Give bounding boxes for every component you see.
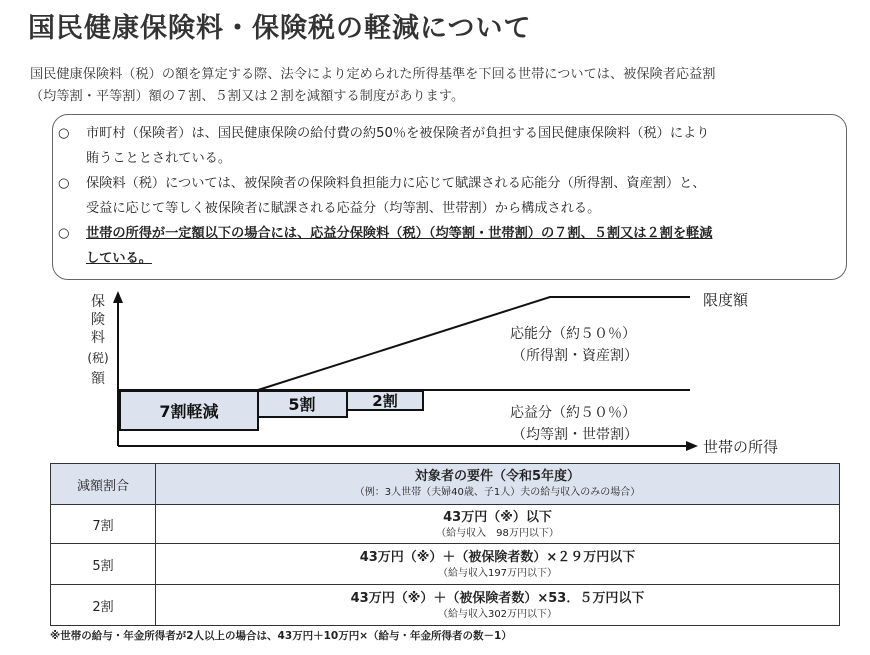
header-requirement-sub: （例：3人世帯（夫婦40歳、子1人）夫の給与収入のみの場合） [354, 487, 641, 498]
limit-line [258, 297, 690, 390]
y-axis-label-3: 料 [91, 330, 105, 346]
row-main: 43万円（※）＋（被保険者数）×53．５万円以下 [350, 590, 645, 606]
bullet-1-line-2: 賄うこととされている。 [86, 151, 232, 166]
ono-label: 応能分（約５０％） [510, 326, 636, 342]
bullet-3-line-1: 世帯の所得が一定額以下の場合には、応益分保険料（税）（均等割・世帯割）の７割、５割又は２割を軽減 [86, 226, 713, 241]
reduction-table [50, 463, 840, 626]
row-rate: 5割 [51, 544, 156, 585]
table-row [51, 505, 840, 544]
box-2wari-label: 2割 [372, 392, 398, 410]
box-7wari-label: 7割軽減 [159, 402, 219, 421]
row-requirement [156, 585, 840, 626]
bullet-mark: ○ [58, 176, 70, 191]
header-requirement-main: 対象者の要件（令和5年度） [414, 469, 581, 484]
row-sub: （給与収入197万円以下） [437, 567, 558, 579]
y-axis-label-4: (税) [87, 351, 109, 365]
row-rate: 7割 [51, 505, 156, 544]
bullet-mark: ○ [58, 226, 70, 241]
intro-line-2: （均等割・平等割）額の７割、５割又は２割を減額する制度があります。 [30, 89, 465, 104]
table-row [51, 544, 840, 585]
row-sub: （給与収入302万円以下） [437, 608, 558, 620]
x-axis-label: 世帯の所得 [703, 438, 779, 456]
table-row [51, 585, 840, 626]
bullet-2-line-1: 保険料（税）については、被保険者の保険料負担能力に応じて賦課される応能分（所得割、資産割）と、 [86, 176, 706, 191]
oeki-label: 応益分（約５０％） [510, 405, 636, 421]
table-header-row [51, 464, 840, 505]
bullet-3-line-2: している。 [86, 251, 152, 266]
header-rate: 減額割合 [51, 464, 156, 505]
bullet-2-line-2: 受益に応じて等しく被保険者に賦課される応益分（均等割、世帯割）から構成される。 [86, 201, 601, 216]
y-axis-arrow [113, 291, 123, 303]
row-rate: 2割 [51, 585, 156, 626]
bullet-1-line-1: 市町村（保険者）は、国民健康保険の給付費の約50％を被保険者が負担する国民健康保険料（税）により [86, 126, 710, 141]
row-sub: （給与収入 98万円以下） [436, 527, 559, 539]
row-main: 43万円（※）＋（被保険者数）×２９万円以下 [359, 549, 636, 565]
oeki-sub: （均等割・世帯割） [512, 427, 638, 443]
page-title: 国民健康保険料・保険税の軽減について [28, 13, 532, 44]
y-axis-label-5: 額 [91, 371, 105, 387]
x-axis-arrow [686, 441, 698, 451]
row-requirement [156, 544, 840, 585]
ono-sub: （所得割・資産割） [512, 348, 638, 364]
footnote: ※世帯の給与・年金所得者が2人以上の場合は、43万円＋10万円×（給与・年金所得者の数－1） [50, 630, 512, 642]
intro-line-1: 国民健康保険料（税）の額を算定する際、法令により定められた所得基準を下回る世帯については、被保険者応益割 [30, 67, 716, 82]
row-main: 43万円（※）以下 [443, 509, 552, 525]
bullet-mark: ○ [58, 126, 70, 141]
box-5wari-label: 5割 [288, 395, 316, 414]
y-axis-label-2: 険 [91, 312, 105, 328]
header-requirement [156, 464, 840, 505]
y-axis-label-1: 保 [91, 294, 105, 310]
row-requirement [156, 505, 840, 544]
limit-label: 限度額 [703, 291, 749, 309]
